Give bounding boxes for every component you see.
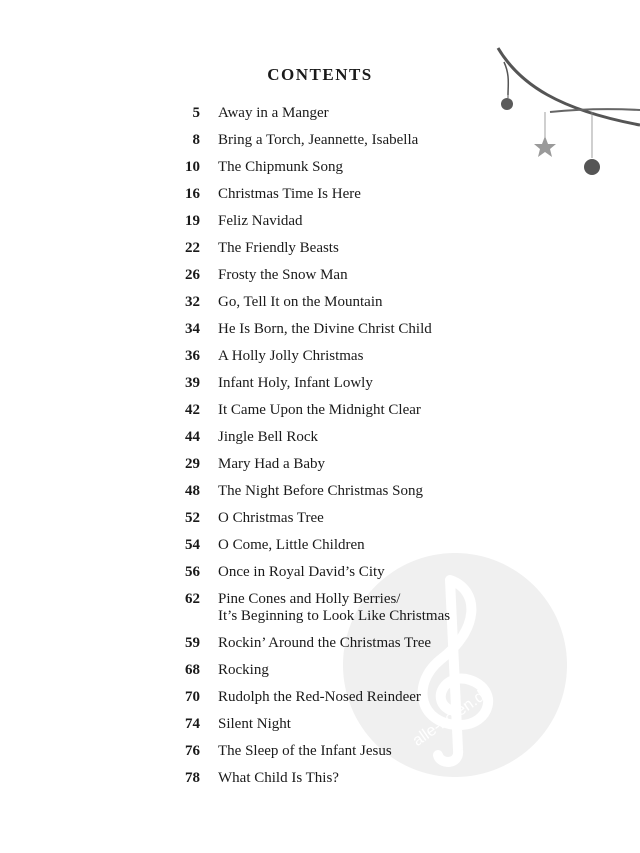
toc-title <box>218 429 598 446</box>
toc-title <box>218 105 598 122</box>
toc-page-number: 36 <box>185 348 200 364</box>
toc-title <box>218 321 598 338</box>
toc-title-line: Jingle Bell Rock <box>218 429 318 445</box>
toc-title <box>218 564 598 581</box>
toc-page-number: 59 <box>185 635 200 651</box>
toc-title-line: The Night Before Christmas Song <box>218 483 423 499</box>
toc-title <box>218 375 598 392</box>
toc-title-line: Away in a Manger <box>218 105 329 121</box>
toc-title-line: O Come, Little Children <box>218 537 365 553</box>
toc-title-line: Bring a Torch, Jeannette, Isabella <box>218 132 419 148</box>
toc-title <box>218 689 598 706</box>
page-title: CONTENTS <box>267 65 373 84</box>
toc-title <box>218 267 598 284</box>
toc-title-line: Feliz Navidad <box>218 213 303 229</box>
toc-title-line: The Sleep of the Infant Jesus <box>218 743 392 759</box>
toc-page-number: 16 <box>185 186 200 202</box>
toc-title <box>218 716 598 733</box>
toc-page-number: 19 <box>185 213 200 229</box>
toc-page-number: 5 <box>192 105 200 121</box>
toc-page-number: 78 <box>185 770 200 786</box>
toc-title <box>218 159 598 176</box>
toc-page-number: 52 <box>185 510 200 526</box>
toc-title-line: The Friendly Beasts <box>218 240 339 256</box>
toc-page-number: 56 <box>185 564 200 580</box>
toc-page-number: 39 <box>185 375 200 391</box>
toc-title-line: Frosty the Snow Man <box>218 267 348 283</box>
toc-page-number: 42 <box>185 402 200 418</box>
toc-title <box>218 456 598 473</box>
toc-title <box>218 537 598 554</box>
toc-title-line: O Christmas Tree <box>218 510 324 526</box>
toc-page-number: 74 <box>185 716 200 732</box>
toc-page-number: 26 <box>185 267 200 283</box>
toc-title-line: Pine Cones and Holly Berries/ <box>218 591 401 607</box>
toc-title <box>218 348 598 365</box>
toc-title-line: What Child Is This? <box>218 770 339 786</box>
toc-title <box>218 743 598 760</box>
toc-title-line: Christmas Time Is Here <box>218 186 361 202</box>
toc-title <box>218 402 598 419</box>
toc-page-number: 62 <box>185 591 200 607</box>
toc-page-number: 32 <box>185 294 200 310</box>
toc-title <box>218 186 598 203</box>
toc-title-line: It’s Beginning to Look Like Christmas <box>218 608 451 624</box>
toc-title-line: Mary Had a Baby <box>218 456 326 472</box>
toc-page-number: 70 <box>185 689 200 705</box>
toc-title-line: Rocking <box>218 662 269 678</box>
toc-title-line: The Chipmunk Song <box>218 159 344 175</box>
toc-page-number: 76 <box>185 743 200 759</box>
watermark-text: alle-noten.de <box>409 682 496 750</box>
toc-title-line: Rockin’ Around the Christmas Tree <box>218 635 432 651</box>
toc-page-number: 44 <box>185 429 200 445</box>
toc-title-line: Silent Night <box>218 716 291 732</box>
toc-title-line: He Is Born, the Divine Christ Child <box>218 321 432 337</box>
toc-page-number: 48 <box>185 483 200 499</box>
toc-page-number: 22 <box>185 240 200 256</box>
toc-page-number: 29 <box>185 456 200 472</box>
toc-title <box>218 510 598 527</box>
toc-title-line: Infant Holy, Infant Lowly <box>218 375 373 391</box>
toc-title <box>218 770 598 787</box>
toc-title-line: Once in Royal David’s City <box>218 564 385 580</box>
toc-page-number: 54 <box>185 537 200 553</box>
toc-title-line: It Came Upon the Midnight Clear <box>218 402 421 418</box>
toc-title <box>218 483 598 500</box>
toc-page-number: 10 <box>185 159 200 175</box>
toc-title <box>218 591 598 625</box>
toc-title <box>218 294 598 311</box>
toc-page-number: 34 <box>185 321 200 337</box>
toc-title-line: Rudolph the Red-Nosed Reindeer <box>218 689 421 705</box>
toc-title-line: A Holly Jolly Christmas <box>218 348 364 364</box>
toc-title <box>218 213 598 230</box>
toc-page-number: 8 <box>192 132 200 148</box>
toc-page-number: 68 <box>185 662 200 678</box>
toc-title <box>218 240 598 257</box>
toc-title-line: Go, Tell It on the Mountain <box>218 294 383 310</box>
toc-title <box>218 132 598 149</box>
toc-title <box>218 662 598 679</box>
toc-title <box>218 635 598 652</box>
